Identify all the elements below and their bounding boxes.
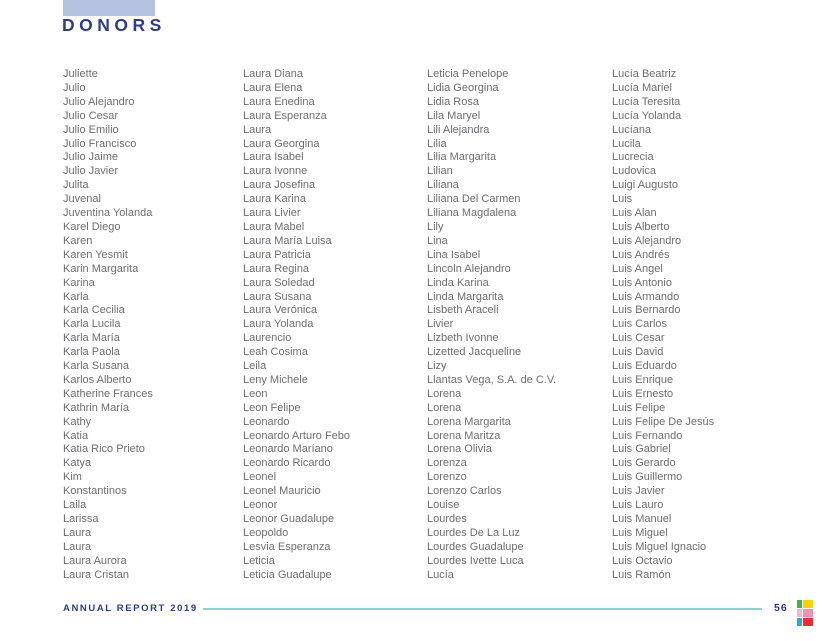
donor-name: Lesvia Esperanza bbox=[243, 540, 331, 553]
logo-block-blue bbox=[797, 618, 802, 626]
donor-name: Luis Bernardo bbox=[612, 304, 681, 317]
donor-name: Luis Antonio bbox=[612, 276, 672, 289]
donor-name: Leonel Mauricio bbox=[243, 485, 321, 498]
donor-name: Laura Isabel bbox=[243, 151, 304, 164]
donor-name: Linda Margarita bbox=[427, 290, 504, 303]
donor-name: Llantas Vega, S.A. de C.V. bbox=[427, 373, 557, 386]
donor-name: Lincoln Alejandro bbox=[427, 262, 511, 275]
donor-name: Leopoldo bbox=[243, 526, 289, 539]
donor-name: Lorenzo Carlos bbox=[427, 485, 502, 498]
donor-name: Juliette bbox=[63, 68, 98, 80]
donor-name: Kathy bbox=[63, 415, 92, 428]
donor-name: Luis Felipe De Jesús bbox=[612, 415, 715, 428]
donor-name: Luis Guillermo bbox=[612, 471, 683, 484]
donor-name: Luis Alan bbox=[612, 207, 657, 220]
donor-name: Laura Susana bbox=[243, 290, 312, 303]
donor-name: Lorenzo bbox=[427, 471, 467, 484]
donor-name: Juventina Yolanda bbox=[63, 207, 153, 220]
donor-name: Laurencio bbox=[243, 332, 292, 345]
donor-name: Julio Alejandro bbox=[63, 95, 135, 108]
donor-name: Katherine Frances bbox=[63, 387, 153, 400]
donor-name: Lorena bbox=[427, 387, 462, 400]
donor-name: Lorena Margarita bbox=[427, 415, 511, 428]
donor-name: Lina bbox=[427, 234, 448, 247]
donor-list bbox=[63, 68, 812, 583]
donor-name: Luis Felipe bbox=[612, 401, 666, 414]
footer-report-label: ANNUAL REPORT 2019 bbox=[63, 603, 198, 614]
donor-name: Laila bbox=[63, 499, 87, 512]
donor-name: Lucía Beatriz bbox=[612, 68, 677, 80]
donor-name: Lizetted Jacqueline bbox=[427, 346, 522, 359]
donor-name: Lucíana bbox=[612, 123, 652, 136]
logo-block-yellow bbox=[803, 600, 813, 608]
donor-name: Leonardo Maríano bbox=[243, 443, 333, 456]
donor-name: Laura Patricia bbox=[243, 248, 311, 261]
donor-name: Laura Mabel bbox=[243, 220, 305, 233]
donor-name: Leah Cosima bbox=[243, 346, 308, 359]
logo-block-light-pink bbox=[797, 609, 802, 617]
page-number: 56 bbox=[774, 602, 788, 614]
donor-name: Luis Eduardo bbox=[612, 360, 677, 373]
donor-name: Laura María Luisa bbox=[243, 234, 332, 247]
donor-name: Julio Francisco bbox=[63, 137, 137, 150]
donor-name: Lidia Georgina bbox=[427, 81, 499, 94]
donor-name: Karlos Alberto bbox=[63, 373, 132, 386]
donor-name: Leticia bbox=[243, 554, 275, 567]
donor-name: Laura Verónica bbox=[243, 304, 317, 317]
donor-name: Karina bbox=[63, 276, 95, 289]
donor-name: Karen Yesmit bbox=[63, 248, 128, 261]
donor-name: Luis Javier bbox=[612, 485, 665, 498]
donor-name: Laura Soledad bbox=[243, 276, 315, 289]
donor-name: Karla Cecilia bbox=[63, 304, 125, 317]
donor-name: Luis Andrés bbox=[612, 248, 670, 261]
donor-name: Lorena Olivia bbox=[427, 443, 492, 456]
donor-name: Luis Lauro bbox=[612, 499, 664, 512]
footer-divider-line bbox=[203, 608, 762, 610]
donor-name: Luis Enrique bbox=[612, 373, 674, 386]
donor-name: Kathrin María bbox=[63, 401, 130, 414]
page-title: DONORS bbox=[62, 15, 166, 35]
donor-name: Leonor Guadalupe bbox=[243, 513, 335, 525]
donor-name: Lili Alejandra bbox=[427, 123, 490, 136]
donor-name: Leonor bbox=[243, 499, 278, 512]
donor-name: Luis Gabriel bbox=[612, 443, 671, 456]
donor-name: Lilia Margarita bbox=[427, 151, 497, 164]
donor-name: Linda Karina bbox=[427, 276, 489, 289]
donor-name: Laura Georgina bbox=[243, 137, 320, 150]
donor-name: Leon bbox=[243, 387, 268, 400]
donor-name: Leonardo bbox=[243, 415, 290, 428]
donor-name: Luis Gerardo bbox=[612, 457, 676, 470]
donor-column-1 bbox=[63, 68, 243, 583]
donor-name: Lily bbox=[427, 220, 444, 233]
donor-name: Lucía Yolanda bbox=[612, 109, 682, 122]
donor-name: Laura Cristan bbox=[63, 568, 130, 581]
donor-name: Lucía Teresita bbox=[612, 95, 681, 108]
donor-name: Karin Margarita bbox=[63, 262, 139, 275]
donor-name: Karla Paola bbox=[63, 346, 120, 359]
e-logo bbox=[797, 600, 813, 626]
donor-name: Lisbeth Araceli bbox=[427, 304, 499, 317]
donor-name: Leonardo Ricardo bbox=[243, 457, 331, 470]
donor-name: Julio Emilio bbox=[63, 123, 119, 136]
donor-name: Luis Miguel Ignacio bbox=[612, 540, 707, 553]
donor-name: Karla Susana bbox=[63, 360, 130, 373]
donor-name: Larissa bbox=[63, 513, 99, 525]
donor-name: Leon Felipe bbox=[243, 401, 301, 414]
donor-name: Karla Lucila bbox=[63, 318, 121, 331]
donor-name: Lourdes De La Luz bbox=[427, 526, 520, 539]
donor-name: Luis Octavio bbox=[612, 554, 673, 567]
donor-name: Karla María bbox=[63, 332, 120, 345]
donor-column-4 bbox=[612, 68, 812, 583]
logo-block-green bbox=[797, 600, 802, 608]
donor-name: Katia Rico Prieto bbox=[63, 443, 145, 456]
donor-name: Liliana bbox=[427, 179, 459, 192]
donor-name: Karel Diego bbox=[63, 220, 121, 233]
donor-name: Luis David bbox=[612, 346, 664, 359]
donor-name: Lourdes Ivette Luca bbox=[427, 554, 524, 567]
donor-name: Laura Esperanza bbox=[243, 109, 327, 122]
donor-name: Julio Jaime bbox=[63, 151, 119, 164]
donor-name: Luis Miguel bbox=[612, 526, 668, 539]
donor-name: Liliana Magdalena bbox=[427, 207, 517, 220]
donor-name: Leticia Guadalupe bbox=[243, 568, 332, 581]
donor-name: Luis Carlos bbox=[612, 318, 668, 331]
donor-name: Laura Regina bbox=[243, 262, 310, 275]
donor-name: Karen bbox=[63, 234, 93, 247]
donor-name: Luis Ramón bbox=[612, 568, 671, 581]
donor-name: Lilia bbox=[427, 137, 447, 150]
donor-name: Luis bbox=[612, 193, 633, 206]
donor-name: Laura Livier bbox=[243, 207, 301, 220]
donor-name: Julio Cesar bbox=[63, 109, 119, 122]
donor-name: Lucila bbox=[612, 137, 641, 150]
donor-name: Laura bbox=[63, 526, 92, 539]
donor-name: Katya bbox=[63, 457, 92, 470]
donor-name: Lorena bbox=[427, 401, 462, 414]
donor-name: Lila Maryel bbox=[427, 109, 481, 122]
donor-name: Lucrecia bbox=[612, 151, 654, 164]
donor-name: Lourdes bbox=[427, 513, 467, 525]
donor-name: Laura Yolanda bbox=[243, 318, 314, 331]
donor-name: Konstantinos bbox=[63, 485, 127, 498]
donor-name: Lizy bbox=[427, 360, 447, 373]
donor-name: Lourdes Guadalupe bbox=[427, 540, 524, 553]
donor-name: Lorenza bbox=[427, 457, 467, 470]
donor-name: Leonel bbox=[243, 471, 277, 484]
donor-name: Ludovica bbox=[612, 165, 657, 178]
donor-name: Luis Alejandro bbox=[612, 234, 682, 247]
donor-name: Laura Diana bbox=[243, 68, 303, 80]
donor-name: Laura Ivonne bbox=[243, 165, 308, 178]
donor-name: Leny Michele bbox=[243, 373, 308, 386]
donor-name: Laura Enedina bbox=[243, 95, 315, 108]
donor-name: Leonardo Arturo Febo bbox=[243, 429, 351, 442]
donor-name: Julio bbox=[63, 81, 86, 94]
donor-name: Lina Isabel bbox=[427, 248, 481, 261]
donor-name: Luis Cesar bbox=[612, 332, 665, 345]
donor-name: Leila bbox=[243, 360, 267, 373]
donor-name: Laura Josefina bbox=[243, 179, 316, 192]
donor-name: Lidia Rosa bbox=[427, 95, 479, 108]
logo-block-pink bbox=[803, 609, 813, 617]
donor-name: Livier bbox=[427, 318, 454, 331]
donor-name: Laura bbox=[243, 123, 272, 136]
donor-name: Lucía Mariel bbox=[612, 81, 672, 94]
donor-name: Leticia Penelope bbox=[427, 68, 509, 80]
donor-name: Luis Alberto bbox=[612, 220, 670, 233]
donor-name: Laura bbox=[63, 540, 92, 553]
donor-name: Juvenal bbox=[63, 193, 101, 206]
donor-name: Karla bbox=[63, 290, 89, 303]
donor-name: Katia bbox=[63, 429, 89, 442]
donor-name: Laura Aurora bbox=[63, 554, 127, 567]
donor-column-2 bbox=[243, 68, 427, 583]
donor-name: Luis Ernesto bbox=[612, 387, 674, 400]
donor-name: Julita bbox=[63, 179, 89, 192]
donor-name: Julio Javier bbox=[63, 165, 119, 178]
header-accent-bar bbox=[63, 0, 155, 16]
donor-name: Laura Elena bbox=[243, 81, 303, 94]
donor-name: Laura Karina bbox=[243, 193, 306, 206]
donor-name: Luis Armando bbox=[612, 290, 680, 303]
donor-name: Luigi Augusto bbox=[612, 179, 679, 192]
donor-name: Louise bbox=[427, 499, 460, 512]
donor-name: Luis Angel bbox=[612, 262, 663, 275]
donor-name: Lorena Maritza bbox=[427, 429, 501, 442]
donor-name: Lilian bbox=[427, 165, 453, 178]
donor-name: Lucía bbox=[427, 568, 454, 581]
donor-name: Kim bbox=[63, 471, 82, 484]
donor-column-3 bbox=[427, 68, 612, 583]
logo-block-red bbox=[803, 618, 813, 626]
donor-name: Luis Manuel bbox=[612, 513, 672, 525]
donor-name: Liliana Del Carmen bbox=[427, 193, 521, 206]
donor-name: Lizbeth Ivonne bbox=[427, 332, 499, 345]
donor-name: Luis Fernando bbox=[612, 429, 683, 442]
